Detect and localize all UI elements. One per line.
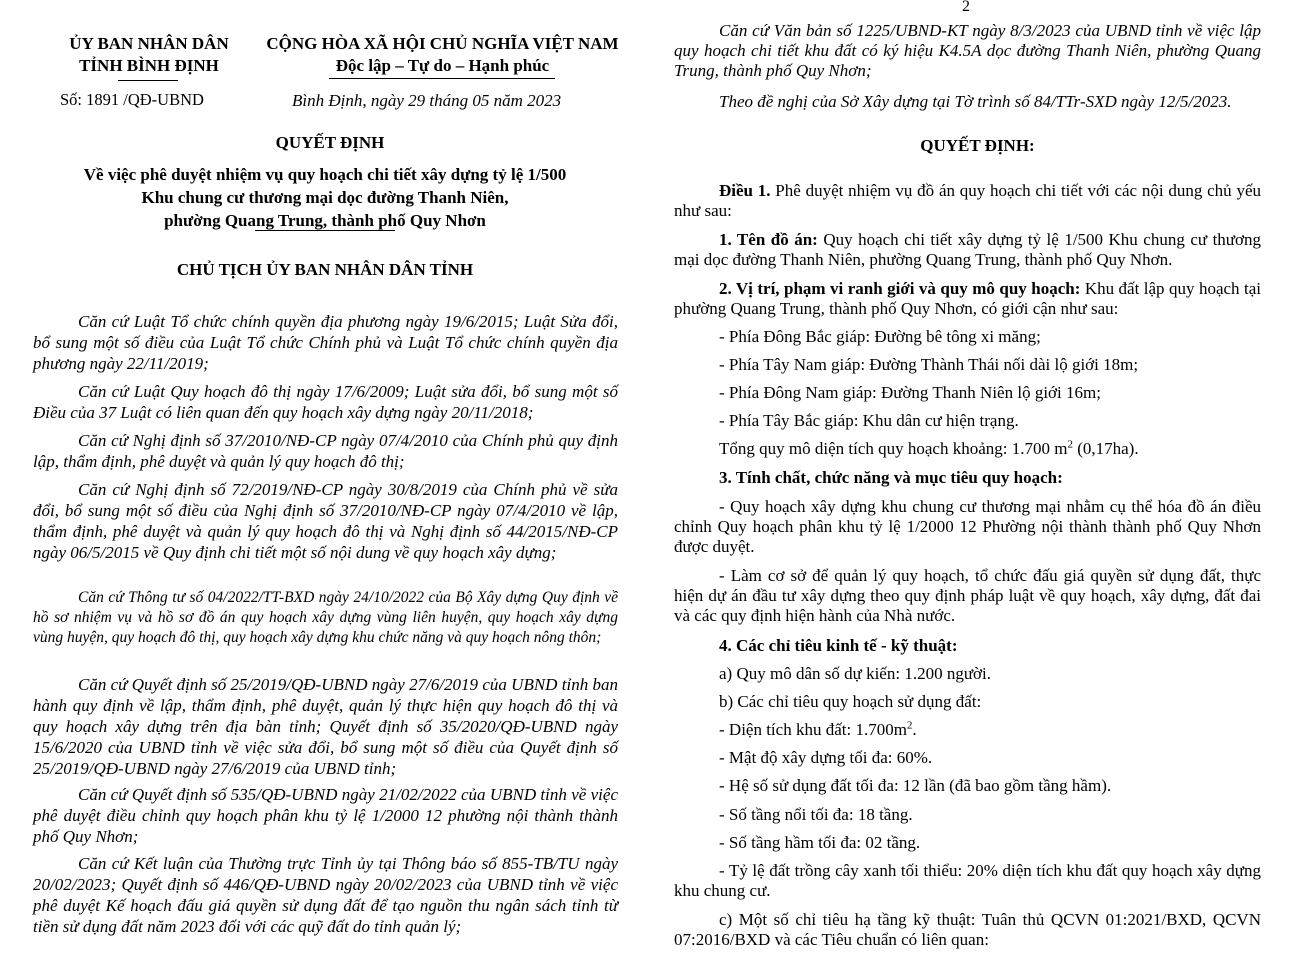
country-name: CỘNG HÒA XÃ HỘI CHỦ NGHĨA VIỆT NAM bbox=[266, 34, 619, 53]
authority-title: CHỦ TỊCH ỦY BAN NHÂN DÂN TỈNH bbox=[176, 260, 474, 279]
basement-floors: - Số tầng hầm tối đa: 02 tầng. bbox=[719, 833, 921, 852]
total-area-text: Tổng quy mô diện tích quy hoạch khoảng: 1.700 m bbox=[719, 439, 1068, 458]
section-1 bbox=[674, 230, 1261, 270]
infrastructure-criteria: c) Một số chỉ tiêu hạ tầng kỹ thuật: Tuân thủ QCVN 01:2021/BXD, QCVN 07:2016/BXD và các Tiêu chuẩn có liên quan: bbox=[674, 910, 1261, 949]
motto-underline bbox=[329, 78, 555, 79]
land-area-unit-sup: 2 bbox=[906, 719, 913, 732]
legal-basis-1: Căn cứ Luật Tổ chức chính quyền địa phương ngày 19/6/2015; Luật Sửa đổi, bổ sung một số điều của Luật Tổ chức Chính phủ và Luật Tổ chức chính quyền địa phương ngày 22/11/2019; bbox=[33, 312, 618, 373]
section-2 bbox=[674, 279, 1261, 319]
agency-underline bbox=[118, 80, 178, 81]
page-number: 2 bbox=[962, 0, 970, 15]
subject-line-3: phường Quang Trung, thành phố Quy Nhơn bbox=[164, 211, 486, 230]
border-northeast: - Phía Đông Bắc giáp: Đường bê tông xi măng; bbox=[719, 327, 1041, 346]
article-1-label: Điều 1. bbox=[719, 181, 771, 200]
national-motto: Độc lập – Tự do – Hạnh phúc bbox=[335, 56, 550, 75]
legal-basis-5: Căn cứ Thông tư số 04/2022/TT-BXD ngày 24/10/2022 của Bộ Xây dựng Quy định về hồ sơ nhiệm vụ và hồ sơ đồ án quy hoạch xây dựng vùng liên huyện, quy hoạch xây dựng vùng huyện, quy hoạch đô thị, quy hoạch xây dựng khu chức năng và quy hoạch nông thôn; bbox=[33, 589, 618, 646]
green-space-ratio: - Tỷ lệ đất trồng cây xanh tối thiểu: 20% diện tích khu đất quy hoạch xây dựng khu chung cư. bbox=[674, 861, 1261, 900]
section-2-text: Khu đất lập quy hoạch tại phường Quang Trung, thành phố Quy Nhơn, có giới cận như sau: bbox=[674, 279, 1261, 318]
border-southwest: - Phía Tây Nam giáp: Đường Thành Thái nối dài lộ giới 18m; bbox=[719, 355, 1139, 374]
subject-underline bbox=[255, 230, 395, 231]
legal-basis-7: Căn cứ Quyết định số 535/QĐ-UBND ngày 21/02/2022 của UBND tỉnh về việc phê duyệt điều chỉnh quy hoạch phân khu tỷ lệ 1/2000 12 phường nội thành thành phố Quy Nhơn; bbox=[33, 785, 618, 846]
land-use-coefficient: - Hệ số sử dụng đất tối đa: 12 lần (đã bao gồm tầng hầm). bbox=[719, 776, 1112, 795]
border-southeast: - Phía Đông Nam giáp: Đường Thanh Niên lộ giới 16m; bbox=[719, 383, 1101, 402]
floors-above-ground: - Số tầng nổi tối đa: 18 tầng. bbox=[719, 805, 913, 824]
section-3-label: 3. Tính chất, chức năng và mục tiêu quy hoạch: bbox=[719, 468, 1063, 487]
population-scale: a) Quy mô dân số dự kiến: 1.200 người. bbox=[719, 664, 991, 683]
legal-basis-4: Căn cứ Nghị định số 72/2019/NĐ-CP ngày 30/8/2019 của Chính phủ về sửa đổi, bổ sung một số điều của Nghị định số 37/2010/NĐ-CP ngày 07/4/2010 về lập, thẩm định, phê duyệt và quản lý quy hoạch đô thị và Nghị định số 44/2015/NĐ-CP ngày 06/5/2015 về Quy định chi tiết một số nội dung về quy hoạch xây dựng; bbox=[33, 480, 618, 562]
place-date: Bình Định, ngày 29 tháng 05 năm 2023 bbox=[292, 91, 562, 110]
agency-line-2: TỈNH BÌNH ĐỊNH bbox=[79, 56, 219, 75]
section-3-purpose-1: - Quy hoạch xây dựng khu chung cư thương mại nhằm cụ thể hóa đồ án điều chỉnh Quy hoạch phân khu tỷ lệ 1/2000 12 Phường nội thành thành phố Quy Nhơn được duyệt. bbox=[674, 497, 1261, 556]
border-northwest: - Phía Tây Bắc giáp: Khu dân cư hiện trạng. bbox=[719, 411, 1019, 430]
land-area-period: . bbox=[912, 720, 917, 739]
total-area bbox=[719, 439, 1139, 459]
section-1-label: 1. Tên đồ án: bbox=[719, 230, 818, 249]
article-1-text: Phê duyệt nhiệm vụ đồ án quy hoạch chi tiết với các nội dung chủ yếu như sau: bbox=[674, 181, 1262, 220]
agency-line-1: ỦY BAN NHÂN DÂN bbox=[69, 34, 229, 53]
doc-subject bbox=[0, 163, 650, 232]
proposal-line: Theo đề nghị của Sở Xây dựng tại Tờ trình số 84/TTr-SXD ngày 12/5/2023. bbox=[719, 92, 1232, 111]
land-area bbox=[719, 720, 917, 740]
legal-basis-6: Căn cứ Quyết định số 25/2019/QĐ-UBND ngày 27/6/2019 của UBND tỉnh ban hành quy định về lập, thẩm định, phê duyệt, quản lý thực hiện quy hoạch đô thị và quy hoạch xây dựng trên địa bàn tỉnh; Quyết định số 35/2020/QĐ-UBND ngày 15/6/2020 của UBND tỉnh về việc sửa đổi, bổ sung một số điều của Quyết định số 25/2019/QĐ-UBND ngày 27/6/2019 của UBND tỉnh; bbox=[33, 675, 618, 778]
legal-basis-2: Căn cứ Luật Quy hoạch đô thị ngày 17/6/2009; Luật sửa đổi, bổ sung một số Điều của 37 Luật có liên quan đến quy hoạch xây dựng ngày 20/11/2018; bbox=[33, 382, 618, 422]
decision-heading: QUYẾT ĐỊNH: bbox=[920, 136, 1035, 155]
legal-basis-8: Căn cứ Kết luận của Thường trực Tỉnh ủy tại Thông báo số 855-TB/TU ngày 20/02/2023; Quyết định số 446/QĐ-UBND ngày 20/02/2023 của UBND tỉnh về việc phê duyệt Kế hoạch đấu giá quyền sử dụng đất để tạo nguồn thu ngân sách tỉnh từ tiền sử dụng đất năm 2023 đối với các quỹ đất do tỉnh quản lý; bbox=[33, 854, 618, 936]
section-1-text: Quy hoạch chi tiết xây dựng tỷ lệ 1/500 Khu chung cư thương mại dọc đường Thanh Niên, phường Quang Trung, thành phố Quy Nhơn. bbox=[674, 230, 1261, 269]
building-density: - Mật độ xây dựng tối đa: 60%. bbox=[719, 748, 933, 767]
article-1 bbox=[674, 181, 1261, 221]
basis-1225: Căn cứ Văn bản số 1225/UBND-KT ngày 8/3/2023 của UBND tỉnh về việc lập quy hoạch chi tiết khu đất có ký hiệu K4.5A dọc đường Thanh Niên, phường Quang Trung, thành phố Quy Nhơn; bbox=[674, 21, 1261, 80]
land-use-criteria: b) Các chỉ tiêu quy hoạch sử dụng đất: bbox=[719, 692, 982, 711]
subject-line-2: Khu chung cư thương mại dọc đường Thanh Niên, bbox=[141, 188, 509, 207]
doc-number: Số: 1891 /QĐ-UBND bbox=[60, 90, 204, 109]
doc-type-title: QUYẾT ĐỊNH bbox=[275, 133, 385, 152]
legal-basis-3: Căn cứ Nghị định số 37/2010/NĐ-CP ngày 07/4/2010 của Chính phủ quy định lập, thẩm định, phê duyệt và quản lý quy hoạch đô thị; bbox=[33, 431, 618, 471]
national-header bbox=[265, 33, 620, 77]
page-right bbox=[660, 0, 1295, 957]
subject-line-1: Về việc phê duyệt nhiệm vụ quy hoạch chi tiết xây dựng tỷ lệ 1/500 bbox=[83, 165, 567, 184]
section-3-purpose-2: - Làm cơ sở để quản lý quy hoạch, tổ chức đấu giá quyền sử dụng đất, thực hiện dự án đầu tư xây dựng theo quy định pháp luật về quy hoạch, xây dựng, đất đai và các quy định hiện hành của Nhà nước. bbox=[674, 566, 1261, 625]
total-area-ha: (0,17ha). bbox=[1072, 439, 1139, 458]
total-area-unit-sup: 2 bbox=[1067, 438, 1073, 451]
land-area-text: - Diện tích khu đất: 1.700m bbox=[719, 720, 907, 739]
agency-name bbox=[40, 33, 258, 77]
section-4-label: 4. Các chỉ tiêu kinh tế - kỹ thuật: bbox=[719, 636, 958, 655]
section-2-label: 2. Vị trí, phạm vi ranh giới và quy mô quy hoạch: bbox=[719, 279, 1081, 298]
